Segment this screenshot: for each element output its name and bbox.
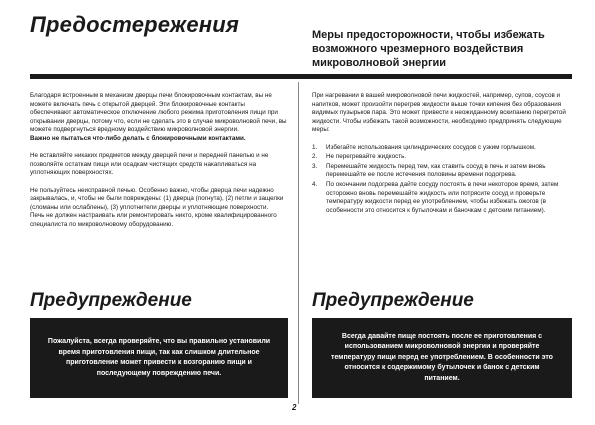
column-divider: [298, 82, 299, 404]
right-column: [312, 92, 572, 216]
list-item: [312, 163, 572, 180]
left-column: [30, 92, 288, 238]
warning-text-right: Всегда давайте пище постоять после ее приготовления с использованием микроволновой энергии и проверяйте температуру пищи перед ее употреблением. В особенности это относится к содержимому бутылочек и банок с детским питанием.: [331, 332, 553, 382]
list-item: [312, 153, 572, 162]
warning-box-right: [312, 318, 572, 398]
list-item-text: Перемешайте жидкость перед тем, как ставить сосуд в печь и затем вновь перемешайте ее после истечения половины времени подогрева.: [326, 162, 546, 179]
list-item-text: По окончании подогрева дайте сосуду постоять в печи некоторое время, затем осторожно вновь перемешайте жидкость или потрясите сосуд и проверьте температуру жидкости перед ее употреблением, чтобы избежать ожогов (в особенности это относится к бутылочкам и баночкам с детским питанием).: [326, 180, 559, 214]
list-item: [312, 144, 572, 153]
paragraph-no-objects: Не вставляйте никаких предметов между дверцей печи и передней панелью и не позволяйте остаткам пищи или осадкам чистящих средств накапливаться на уплотняющих поверхностях.: [30, 152, 269, 177]
warning-heading-left: Предупреждение: [30, 290, 192, 311]
warning-box-left: [30, 318, 288, 398]
header-rule: [30, 74, 572, 79]
list-item-text: Избегайте использования цилиндрических сосудов с узким горлышком.: [326, 143, 536, 151]
list-item-number: 4.: [312, 180, 318, 188]
list-item: [312, 181, 572, 215]
page-title: Предостережения: [30, 12, 240, 37]
page-number: 2: [292, 403, 297, 412]
paragraph-service: Печь не должен настраивать или ремонтировать никто, кроме квалифицированного специалиста по микроволновому оборудованию.: [30, 212, 277, 228]
precautions-list: [312, 144, 572, 216]
warning-heading-right: Предупреждение: [312, 290, 474, 311]
paragraph-damaged-oven: Не пользуйтесь неисправной печью. Особенно важно, чтобы дверца печи надежно закрывалась, и, чтобы не были повреждены: (1) дверца (погнута), (2) петли и защелки (сломаны или ослаблены), (3) уплотнители дверцы и уплотняющие поверхности.: [30, 186, 284, 211]
list-item-number: 1.: [312, 143, 318, 151]
paragraph-superheating-intro: При нагревании в вашей микроволновой печи жидкостей, например, супов, соусов и напитков, может произойти перегрев жидкости выше точки кипения без образования видимых пузырьков пара. Это может привести к неожиданному вскипанию перегретой жидкости. Чтобы избежать такой возможности, необходимо предпринять следующие меры:: [312, 92, 566, 134]
paragraph-interlocks-warning: Важно не пытаться что-либо делать с блокировочными контактами.: [30, 134, 246, 142]
warning-text-left: Пожалуйста, всегда проверяйте, что вы правильно установили время приготовления пищи, так как слишком длительное приготовление может привести к возгоранию пищи и последующему повреждению печи.: [47, 338, 271, 377]
list-item-number: 2.: [312, 153, 318, 161]
list-item-text: Не перегревайте жидкость.: [326, 153, 407, 161]
paragraph-door-interlocks: Благодаря встроенным в механизм дверцы печи блокировочным контактам, вы не можете включать печь с открытой дверцей. Эти блокировочные контакты обеспечивают автоматическое отключение любого режима приготовления пищи при открывании дверцы, потому что, если не сделать это в случае микроволновой печи, вы можете подвергнуться вредному воздействию микроволновой энергии.: [30, 92, 287, 134]
section-subtitle: Меры предосторожности, чтобы избежать возможного чрезмерного воздействия микроволновой энергии: [312, 29, 545, 69]
list-item-number: 3.: [312, 162, 318, 170]
